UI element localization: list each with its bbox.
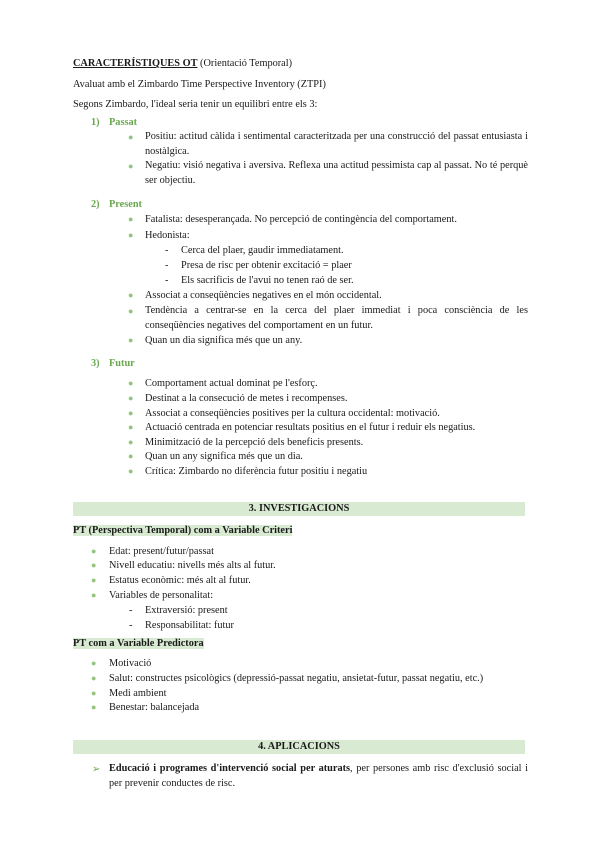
present-number: 2) xyxy=(91,199,100,210)
passat-number: 1) xyxy=(91,117,100,128)
bullet-icon: ● xyxy=(91,688,97,698)
arrow-bullet-icon: ➢ xyxy=(92,764,101,775)
predictora-title xyxy=(73,637,204,650)
predictora-item-3: Medi ambient xyxy=(109,688,167,699)
bullet-icon: ● xyxy=(128,437,134,447)
section-title xyxy=(73,57,292,70)
bullet-icon: ● xyxy=(128,306,134,316)
bullet-icon: ● xyxy=(91,546,97,556)
bullet-icon: ● xyxy=(128,335,134,345)
bullet-icon: ● xyxy=(128,393,134,403)
criteri-item-4: Variables de personalitat: xyxy=(109,590,214,601)
present-subitem-3: Els sacrificis de l'avui no tenen raó de ser. xyxy=(181,275,354,286)
bullet-icon: ● xyxy=(128,230,134,240)
bullet-icon: ● xyxy=(128,161,134,171)
bullet-icon: ● xyxy=(128,214,134,224)
bullet-icon: ● xyxy=(128,422,134,432)
aplicacions-item-bold: Educació i programes d'intervenció social per aturats xyxy=(109,763,351,774)
bullet-icon: ● xyxy=(128,466,134,476)
present-item-1: Fatalista: desesperançada. No percepció de contingència del comportament. xyxy=(145,214,457,225)
aplicacions-item-rest: , per persones amb risc d'exclusió social i per prevenir conductes de risc. xyxy=(109,763,528,789)
bullet-icon: ● xyxy=(128,290,134,300)
bullet-icon: ● xyxy=(91,673,97,683)
present-subitem-2: Presa de risc per obtenir excitació = plaer xyxy=(181,260,352,271)
bullet-icon: ● xyxy=(91,590,97,600)
present-heading: Present xyxy=(109,199,142,210)
futur-item-5: Minimització de la percepció dels beneficis presents. xyxy=(145,437,364,448)
criteri-subitem-2: Responsabilitat: futur xyxy=(145,620,234,631)
futur-item-1: Comportament actual dominat pe l'esforç. xyxy=(145,378,318,389)
futur-item-2: Destinat a la consecució de metes i recompenses. xyxy=(145,393,348,404)
present-item-3: Associat a conseqüències negatives en el món occidental. xyxy=(145,290,382,301)
bullet-icon: ● xyxy=(91,560,97,570)
criteri-item-3: Estatus econòmic: més alt al futur. xyxy=(109,575,251,586)
dash-icon: - xyxy=(129,605,133,616)
predictora-item-1: Motivació xyxy=(109,658,152,669)
present-item-5: Quan un dia significa més que un any. xyxy=(145,335,303,346)
dash-icon: - xyxy=(165,260,169,271)
predictora-item-2: Salut: constructes psicològics (depressió-passat negatiu, ansietat-futur, passat negatiu, etc.) xyxy=(109,673,484,684)
futur-item-4: Actuació centrada en potenciar resultats positius en el futur i reduir els negatius. xyxy=(145,422,476,433)
dash-icon: - xyxy=(165,275,169,286)
futur-item-7: Crítica: Zimbardo no diferència futur positiu i negatiu xyxy=(145,466,368,477)
futur-item-3: Associat a conseqüències positives per la cultura occidental: motivació. xyxy=(145,408,440,419)
criteri-title-text: PT (Perspectiva Temporal) com a Variable Criteri xyxy=(73,525,293,536)
bullet-icon: ● xyxy=(128,378,134,388)
bullet-icon: ● xyxy=(128,132,134,142)
criteri-subitem-1: Extraversió: present xyxy=(145,605,228,616)
present-item-4: Tendència a centrar-se en la cerca del plaer immediat i poca consciència de les conseqüències negatives del comportament en un futur. xyxy=(145,305,528,331)
title-bold: CARACTERÍSTIQUES OT xyxy=(73,58,198,69)
criteri-item-2: Nivell educatiu: nivells més alts al futur. xyxy=(109,560,276,571)
investigacions-band: 3. INVESTIGACIONS xyxy=(73,502,525,516)
criteri-title xyxy=(73,524,292,537)
title-rest: (Orientació Temporal) xyxy=(197,58,293,69)
dash-icon: - xyxy=(129,620,133,631)
passat-item-2: Negatiu: visió negativa i aversiva. Reflexa una actitud pessimista cap al passat. No té perquè ser objectiu. xyxy=(145,160,528,186)
bullet-icon: ● xyxy=(128,408,134,418)
criteri-item-1: Edat: present/futur/passat xyxy=(109,546,214,557)
intro-line-2: Segons Zimbardo, l'ideal seria tenir un equilibri entre els 3: xyxy=(73,99,318,110)
bullet-icon: ● xyxy=(91,702,97,712)
bullet-icon: ● xyxy=(128,451,134,461)
aplicacions-item xyxy=(109,762,528,791)
predictora-title-text: PT com a Variable Predictora xyxy=(73,638,204,649)
futur-item-6: Quan un any significa més que un dia. xyxy=(145,451,303,462)
predictora-item-4: Benestar: balancejada xyxy=(109,702,200,713)
present-item-2: Hedonista: xyxy=(145,230,190,241)
aplicacions-band: 4. APLICACIONS xyxy=(73,740,525,754)
dash-icon: - xyxy=(165,245,169,256)
futur-heading: Futur xyxy=(109,358,135,369)
futur-number: 3) xyxy=(91,358,100,369)
passat-heading: Passat xyxy=(109,117,138,128)
intro-line-1: Avaluat amb el Zimbardo Time Perspective Inventory (ZTPI) xyxy=(73,79,326,90)
bullet-icon: ● xyxy=(91,658,97,668)
passat-item-1: Positiu: actitud càlida i sentimental caracteritzada per una construcció del passat entusiasta i nostàlgica. xyxy=(145,131,528,157)
present-subitem-1: Cerca del plaer, gaudir immediatament. xyxy=(181,245,344,256)
bullet-icon: ● xyxy=(91,575,97,585)
